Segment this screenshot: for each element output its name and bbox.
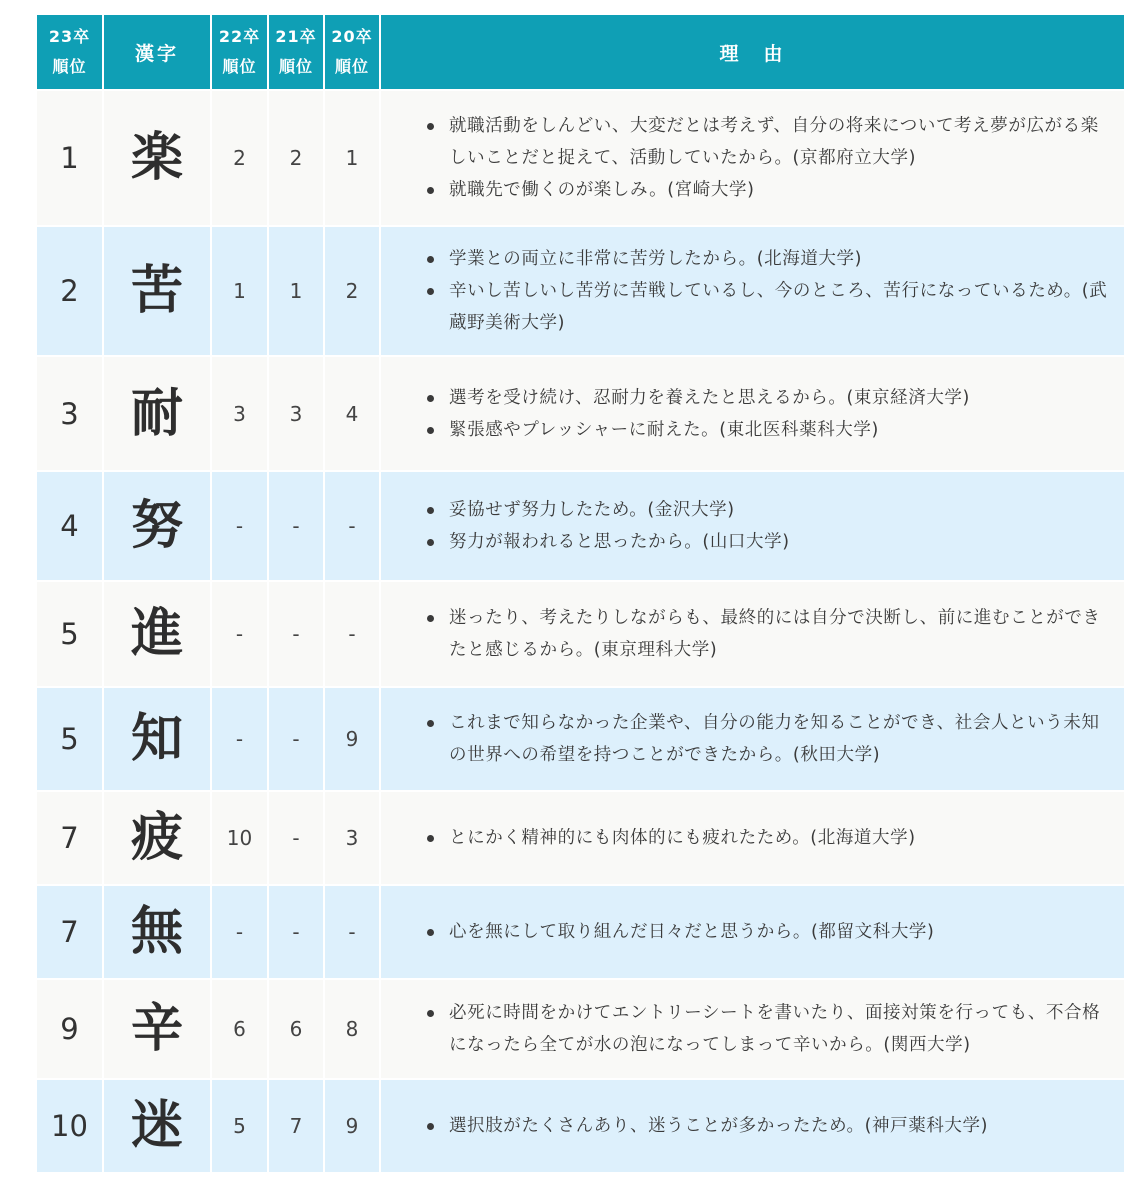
rank22-cell: 6 (211, 979, 268, 1079)
table-row (37, 471, 1124, 581)
header-rank20: 20卒 順位 (324, 15, 380, 90)
reason-list (381, 1110, 1124, 1142)
rank-cell: 5 (37, 581, 103, 687)
rank21-cell: 3 (268, 356, 324, 471)
rank21-cell: - (268, 471, 324, 581)
table-row (37, 581, 1124, 687)
reason-cell (380, 791, 1124, 885)
rank-cell: 5 (37, 687, 103, 791)
rank21-cell: - (268, 581, 324, 687)
rank20-cell: - (324, 885, 380, 979)
reason-item: 緊張感やプレッシャーに耐えた。(東北医科薬科大学) (449, 414, 1124, 446)
rank-cell: 10 (37, 1079, 103, 1172)
rank20-cell: 1 (324, 90, 380, 226)
kanji-cell: 楽 (103, 90, 211, 226)
table-row (37, 226, 1124, 356)
reason-list (381, 494, 1124, 558)
rank20-cell: 9 (324, 687, 380, 791)
table-row (37, 90, 1124, 226)
reason-item: 選考を受け続け、忍耐力を養えたと思えるから。(東京経済大学) (449, 382, 1124, 414)
rank22-cell: 2 (211, 90, 268, 226)
rank22-cell: - (211, 885, 268, 979)
rank22-cell: 1 (211, 226, 268, 356)
reason-list (381, 822, 1124, 854)
reason-item: 妥協せず努力したため。(金沢大学) (449, 494, 1124, 526)
rank20-cell: - (324, 581, 380, 687)
reason-cell (380, 581, 1124, 687)
rank21-cell: - (268, 687, 324, 791)
rank20-cell: 3 (324, 791, 380, 885)
reason-list (381, 382, 1124, 446)
table-header-row (37, 15, 1124, 90)
header-rank21: 21卒 順位 (268, 15, 324, 90)
kanji-cell: 迷 (103, 1079, 211, 1172)
reason-cell (380, 979, 1124, 1079)
table-row (37, 356, 1124, 471)
reason-list (381, 110, 1124, 206)
kanji-cell: 努 (103, 471, 211, 581)
rank22-cell: - (211, 687, 268, 791)
header-rank22: 22卒 順位 (211, 15, 268, 90)
reason-list (381, 602, 1124, 666)
reason-cell (380, 356, 1124, 471)
reason-item: 必死に時間をかけてエントリーシートを書いたり、面接対策を行っても、不合格になったら全てが水の泡になってしまって辛いから。(関西大学) (449, 997, 1124, 1061)
rank20-cell: 9 (324, 1079, 380, 1172)
rank-cell: 4 (37, 471, 103, 581)
reason-item: 選択肢がたくさんあり、迷うことが多かったため。(神戸薬科大学) (449, 1110, 1124, 1142)
reason-item: これまで知らなかった企業や、自分の能力を知ることができ、社会人という未知の世界への希望を持つことができたから。(秋田大学) (449, 707, 1124, 771)
rank20-cell: 2 (324, 226, 380, 356)
rank21-cell: 1 (268, 226, 324, 356)
reason-list (381, 916, 1124, 948)
reason-item: 就職活動をしんどい、大変だとは考えず、自分の将来について考え夢が広がる楽しいことだと捉えて、活動していたから。(京都府立大学) (449, 110, 1124, 174)
rank-cell: 9 (37, 979, 103, 1079)
kanji-cell: 無 (103, 885, 211, 979)
reason-item: 迷ったり、考えたりしながらも、最終的には自分で決断し、前に進むことができたと感じるから。(東京理科大学) (449, 602, 1124, 666)
kanji-cell: 辛 (103, 979, 211, 1079)
kanji-cell: 知 (103, 687, 211, 791)
reason-list (381, 243, 1124, 339)
reason-cell (380, 226, 1124, 356)
kanji-cell: 耐 (103, 356, 211, 471)
reason-item: とにかく精神的にも肉体的にも疲れたため。(北海道大学) (449, 822, 1124, 854)
reason-list (381, 997, 1124, 1061)
kanji-cell: 進 (103, 581, 211, 687)
rank21-cell: 2 (268, 90, 324, 226)
rank21-cell: - (268, 791, 324, 885)
header-reason: 理 由 (380, 15, 1124, 90)
kanji-cell: 疲 (103, 791, 211, 885)
reason-item: 学業との両立に非常に苦労したから。(北海道大学) (449, 243, 1124, 275)
rank20-cell: 4 (324, 356, 380, 471)
table-row (37, 979, 1124, 1079)
header-rank23: 23卒 順位 (37, 15, 103, 90)
reason-item: 辛いし苦しいし苦労に苦戦しているし、今のところ、苦行になっているため。(武蔵野美術大学) (449, 275, 1124, 339)
rank21-cell: - (268, 885, 324, 979)
rank-cell: 1 (37, 90, 103, 226)
reason-item: 努力が報われると思ったから。(山口大学) (449, 526, 1124, 558)
reason-cell (380, 687, 1124, 791)
table-row (37, 885, 1124, 979)
reason-cell (380, 885, 1124, 979)
reason-cell (380, 1079, 1124, 1172)
table-row (37, 791, 1124, 885)
rank20-cell: 8 (324, 979, 380, 1079)
reason-item: 心を無にして取り組んだ日々だと思うから。(都留文科大学) (449, 916, 1124, 948)
rank-cell: 3 (37, 356, 103, 471)
reason-cell (380, 90, 1124, 226)
rank22-cell: 3 (211, 356, 268, 471)
rank21-cell: 6 (268, 979, 324, 1079)
rank-cell: 7 (37, 885, 103, 979)
rank22-cell: - (211, 581, 268, 687)
rank22-cell: 5 (211, 1079, 268, 1172)
ranking-table-container (37, 15, 1124, 1172)
table-row (37, 687, 1124, 791)
rank22-cell: - (211, 471, 268, 581)
kanji-cell: 苦 (103, 226, 211, 356)
reason-item: 就職先で働くのが楽しみ。(宮崎大学) (449, 174, 1124, 206)
rank20-cell: - (324, 471, 380, 581)
kanji-ranking-table (37, 15, 1124, 1172)
rank-cell: 7 (37, 791, 103, 885)
header-kanji: 漢字 (103, 15, 211, 90)
reason-list (381, 707, 1124, 771)
rank-cell: 2 (37, 226, 103, 356)
reason-cell (380, 471, 1124, 581)
rank21-cell: 7 (268, 1079, 324, 1172)
table-row (37, 1079, 1124, 1172)
rank22-cell: 10 (211, 791, 268, 885)
